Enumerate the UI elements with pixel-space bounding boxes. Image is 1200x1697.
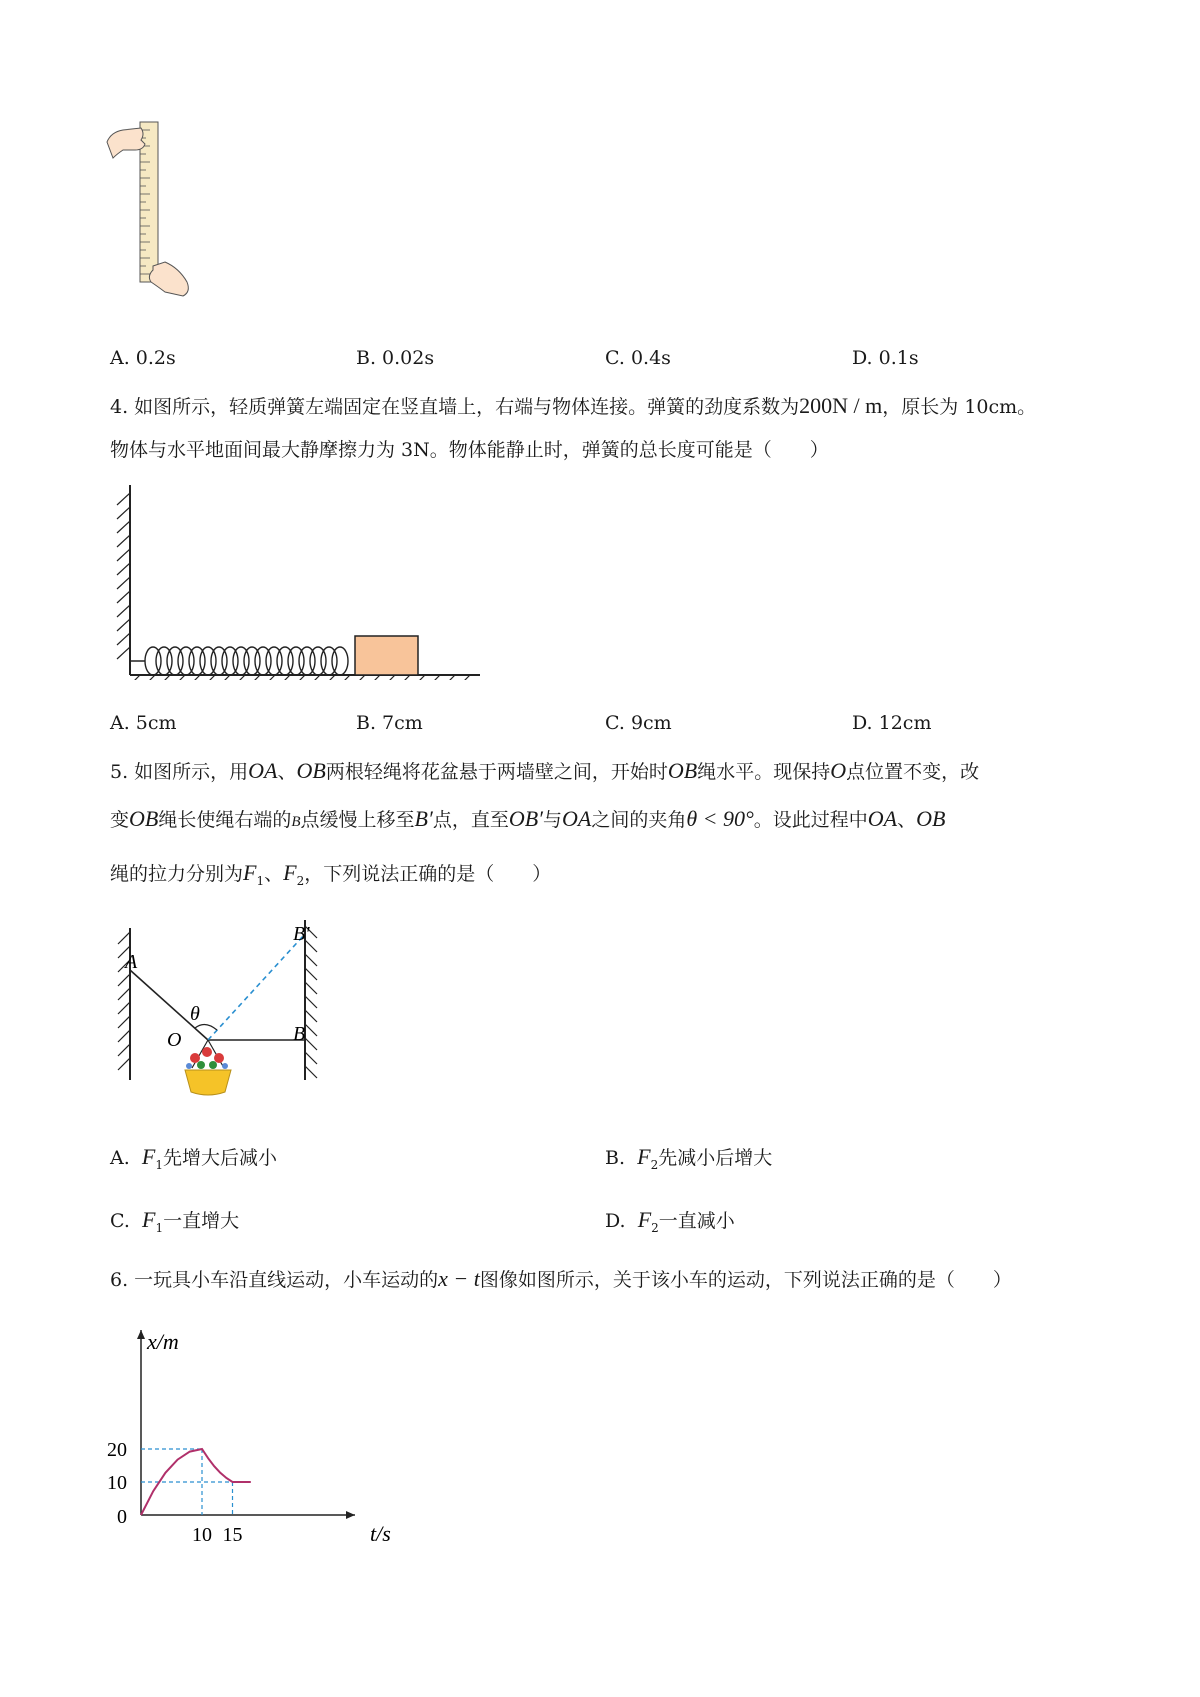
- option-d: D. 12cm: [852, 712, 932, 734]
- question-5-line-2: [110, 806, 945, 832]
- q5-text: 之间的夹角: [591, 809, 687, 831]
- spring-constant: 200N / m: [799, 393, 883, 418]
- var-ob-prime: OB′: [508, 806, 543, 831]
- option-text: 一直增大: [163, 1210, 240, 1232]
- option-label: C.: [110, 1210, 130, 1232]
- var-o: O: [830, 758, 847, 783]
- var-f1: F: [243, 860, 257, 885]
- label-b-prime: B′: [293, 923, 310, 945]
- q5-text: 、: [264, 863, 284, 885]
- var-ob: OB: [916, 806, 946, 831]
- subscript: 1: [256, 873, 265, 888]
- flowerpot-figure: [105, 920, 365, 1110]
- question-4-line-1: [110, 393, 1036, 419]
- x-axis-arrow: [346, 1511, 355, 1519]
- q5-text: ，下列说法正确的是（ ）: [304, 863, 552, 885]
- var-f: F: [637, 1207, 652, 1232]
- x-tick-label: 15: [222, 1524, 243, 1545]
- q5-text: 5. 如图所示，用: [110, 761, 249, 783]
- question-6-line-1: [110, 1266, 1012, 1292]
- option-a: A. 0.2s: [110, 347, 176, 369]
- var-oa: OA: [248, 758, 278, 783]
- question-5-line-1: [110, 758, 979, 784]
- q5-text: 绳水平。现保持: [697, 761, 831, 783]
- var-f: F: [637, 1144, 651, 1169]
- option-text: 先增大后减小: [162, 1147, 277, 1169]
- subscript: 1: [155, 1157, 163, 1172]
- var-x-t: x − t: [438, 1266, 480, 1291]
- option-a: A. 5cm: [110, 712, 177, 734]
- q5-text: 点，直至: [432, 809, 509, 831]
- option-text: 一直减小: [658, 1210, 735, 1232]
- subscript: 1: [155, 1220, 164, 1235]
- option-c: C. 0.4s: [605, 347, 671, 369]
- var-f: F: [141, 1144, 156, 1169]
- spring-block-figure: [105, 485, 485, 680]
- option-b: B. 0.02s: [356, 347, 435, 369]
- q5-text: 、: [277, 761, 297, 783]
- option-d: [605, 1206, 735, 1235]
- label-a: A: [125, 951, 138, 973]
- var-b-prime: B′: [414, 806, 433, 831]
- var-f: F: [142, 1207, 156, 1232]
- subscript: 2: [296, 873, 305, 888]
- q5-text: 。设此过程中: [753, 809, 868, 831]
- label-theta: θ: [190, 1003, 200, 1025]
- option-b: [605, 1143, 772, 1172]
- q5-text: 绳长使绳右端的: [158, 809, 292, 831]
- option-label: D.: [605, 1210, 626, 1232]
- x-axis-label: t/s: [370, 1521, 391, 1545]
- label-b: B: [293, 1023, 306, 1045]
- option-a: [110, 1143, 277, 1172]
- option-c: C. 9cm: [605, 712, 672, 734]
- var-f2: F: [283, 860, 297, 885]
- q5-text: 两根轻绳将花盆悬于两墙壁之间，开始时: [325, 761, 668, 783]
- q6-text: 图像如图所示，关于该小车的运动，下列说法正确的是（ ）: [479, 1269, 1012, 1291]
- option-b: B. 7cm: [356, 712, 423, 734]
- ruler-figure: [105, 120, 205, 300]
- q5-text: 点缓慢上移至: [300, 809, 415, 831]
- var-ob: OB: [129, 806, 159, 831]
- q5-text: 变: [110, 809, 130, 831]
- var-oa: OA: [867, 806, 898, 831]
- q4-text: ，原长为 10cm。: [882, 396, 1037, 418]
- y-tick-label: 20: [107, 1439, 127, 1461]
- subscript: 2: [651, 1220, 659, 1235]
- y-axis-arrow: [137, 1330, 145, 1339]
- option-label: A.: [110, 1147, 130, 1169]
- xt-chart: [100, 1325, 420, 1545]
- var-oa: OA: [561, 806, 592, 831]
- q5-text: 与: [542, 809, 562, 831]
- q6-text: 6. 一玩具小车沿直线运动，小车运动的: [110, 1269, 439, 1291]
- question-5-line-3: [110, 860, 551, 888]
- y-tick-label: 10: [107, 1472, 127, 1494]
- option-d: D. 0.1s: [852, 347, 919, 369]
- x-tick-label: 10: [192, 1524, 212, 1545]
- y-axis-label: x/m: [147, 1329, 179, 1354]
- q5-text: 、: [897, 809, 917, 831]
- q4-text: 4. 如图所示，轻质弹簧左端固定在竖直墙上，右端与物体连接。弹簧的劲度系数为: [110, 396, 800, 418]
- q5-text: 点位置不变，改: [846, 761, 980, 783]
- var-ob: OB: [667, 758, 698, 783]
- option-label: B.: [605, 1147, 626, 1169]
- option-c: [110, 1206, 239, 1235]
- origin-label: 0: [117, 1506, 127, 1528]
- var-theta: θ < 90°: [686, 806, 754, 831]
- var-ob: OB: [296, 758, 326, 783]
- option-text: 先减小后增大: [658, 1147, 773, 1169]
- label-o: O: [167, 1029, 182, 1051]
- q5-text: 绳的拉力分别为: [110, 863, 244, 885]
- subscript: 2: [650, 1157, 659, 1172]
- var-b: B: [291, 814, 301, 830]
- question-4-line-2: 物体与水平地面间最大静摩擦力为 3N。物体能静止时，弹簧的总长度可能是（ ）: [110, 439, 829, 461]
